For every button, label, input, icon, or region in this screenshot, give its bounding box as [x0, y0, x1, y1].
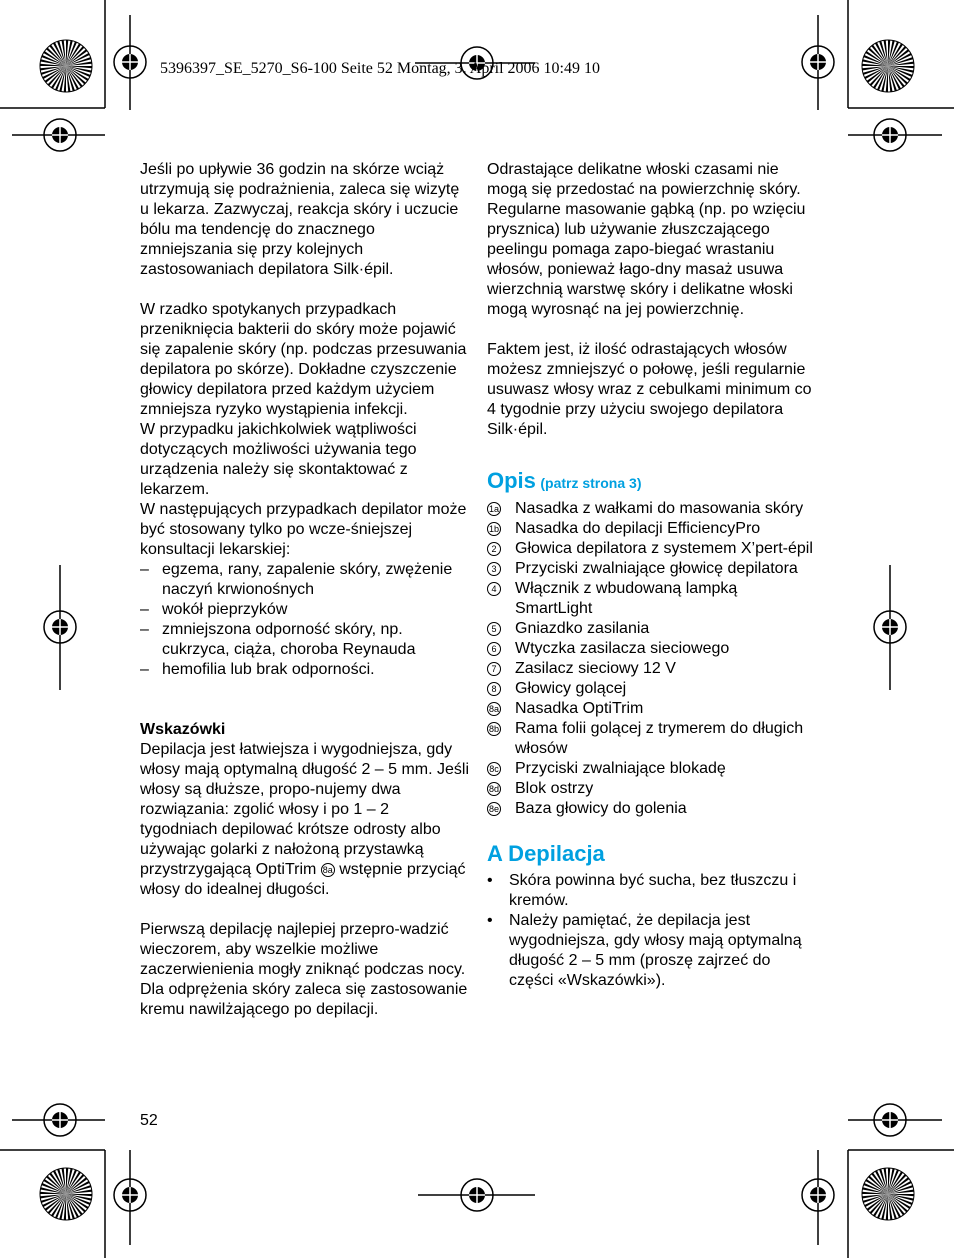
- part-label: Nasadka z wałkami do masowania skóry: [515, 500, 804, 517]
- paragraph: Odrastające delikatne włoski czasami nie mogą się przedostać na powierzchnię skóry. Regularne masowanie gąbką (np. po wzięciu prysznica) lub używanie złuszczającego peelingu pomaga zapo-biegać wrastaniu włosów, ponieważ łago-dny masaż usuwa wierzchnią warstwę skóry i delikatne włoski mogą wyrosnąć na jej powierzchnię.: [487, 161, 806, 318]
- left-column: [140, 160, 470, 1020]
- part-label: Baza głowicy do golenia: [515, 800, 687, 817]
- list-item: – egzema, rany, zapalenie skóry, zwężenie naczyń krwionośnych: [140, 561, 453, 598]
- bullet-marker: •: [487, 872, 493, 889]
- list-item: [487, 759, 817, 779]
- part-label: Nasadka OptiTrim: [515, 700, 644, 717]
- part-label: Głowica depilatora z systemem X’pert-épil: [515, 540, 813, 557]
- list-item: [487, 559, 817, 579]
- paragraph: Pierwszą depilację najlepiej przepro-wadzić wieczorem, aby wszelkie możliwe zaczerwienienia mogły zniknąć podczas nocy. Dla odprężenia skóry zaleca się zastosowanie kremu nawilżającego po depilacji.: [140, 921, 468, 1018]
- list-item: [487, 579, 817, 619]
- starburst-mark: [40, 40, 92, 92]
- dash-marker: –: [140, 561, 149, 578]
- tips-paragraph: Depilacja jest łatwiejsza i wygodniejsza, gdy włosy mają optymalną długość 2 – 5 mm. Jeśli włosy są dłuższe, propo-nujemy dwa rozwiązania: zgolić włosy i po 1 – 2 tygodniach depilować krótsze odrosty albo używając golarki z nałożoną przystawką przystrzygającą OptiTrim 8a wstępnie przyciąć włosy do idealnej długości.: [140, 741, 470, 898]
- reference-number-icon: 8a: [322, 865, 333, 875]
- part-label: Przyciski zwalniające blokadę: [515, 760, 726, 777]
- parts-list: [487, 499, 817, 819]
- list-item: [487, 679, 817, 699]
- number-icon: 8c: [487, 762, 501, 776]
- number-icon: 1b: [488, 524, 499, 534]
- number-icon: 3: [487, 562, 501, 576]
- list-item: [487, 499, 817, 519]
- list-item: [487, 659, 817, 679]
- part-label: Blok ostrzy: [515, 780, 594, 797]
- list-item: [487, 699, 817, 719]
- number-icon: 8a: [488, 704, 499, 714]
- page-number: 52: [140, 1112, 158, 1129]
- paragraph: W następujących przypadkach depilator może być stosowany tylko po wcze-śniejszej konsultacji lekarskiej:: [140, 501, 467, 558]
- number-icon: 2: [487, 542, 501, 556]
- list-item: [487, 719, 817, 759]
- part-label: Głowicy golącej: [515, 680, 627, 697]
- part-label: Gniazdko zasilania: [515, 620, 650, 637]
- print-header: 5396397_SE_5270_S6-100 Seite 52 Montag, 3. April 2006 10:49 10: [160, 60, 600, 77]
- dash-list: [140, 560, 470, 680]
- list-item: [487, 779, 817, 799]
- paragraph: W rzadko spotykanych przypadkach przeniknięcia bakterii do skóry może pojawić się zapalenie skóry (np. podczas przesuwania depilatora po skórze). Dokładne czyszczenie głowicy depilatora przed każdym użyciem zmniejsza ryzyko wystąpienia infekcji.: [140, 301, 467, 418]
- list-item: – wokół pieprzyków: [140, 601, 288, 618]
- list-item: – hemofilia lub brak odporności.: [140, 661, 375, 678]
- list-item: – zmniejszona odporność skóry, np. cukrzyca, ciąża, choroba Reynauda: [140, 621, 416, 658]
- list-item: [487, 639, 817, 659]
- number-icon: 4: [487, 582, 501, 596]
- list-item: [487, 539, 817, 559]
- paragraph: Faktem jest, iż ilość odrastających włosów możesz zmniejszyć o połowę, jeśli regularnie usuwasz włosy wraz z cebulkami minimum co 4 tygodnie przy użyciu swojego depilatora Silk·épil.: [487, 341, 812, 438]
- part-label: Włącznik z wbudowaną lampką SmartLight: [515, 580, 738, 617]
- part-label: Wtyczka zasilacza sieciowego: [515, 640, 730, 657]
- list-item: • Należy pamiętać, że depilacja jest wygodniejsza, gdy włosy mają optymalną długość 2 – 5 mm (proszę zajrzeć do części «Wskazówki»).: [487, 912, 802, 989]
- list-item: [487, 619, 817, 639]
- section-heading-opis: Opis (patrz strona 3): [487, 468, 642, 493]
- dash-marker: –: [140, 601, 149, 618]
- paragraph: Jeśli po upływie 36 godzin na skórze wciąż utrzymują się podrażnienia, zaleca się wizytę u lekarza. Zazwyczaj, reakcja skóry i uczucie bólu ma tendencję do znacznego zmniejszania się przy kolejnych zastosowaniach depilatora Silk·épil.: [140, 161, 460, 278]
- list-item: [487, 519, 817, 539]
- bullet-marker: •: [487, 912, 493, 929]
- number-icon: 1a: [488, 504, 499, 514]
- part-label: Nasadka do depilacji EfficiencyPro: [515, 520, 761, 537]
- bullet-list: [487, 871, 817, 991]
- number-icon: 6: [487, 642, 501, 656]
- dash-marker: –: [140, 621, 149, 638]
- number-icon: 8e: [488, 804, 499, 814]
- tips-heading: Wskazówki: [140, 721, 226, 738]
- number-icon: 8b: [488, 724, 499, 734]
- number-icon: 8: [487, 682, 501, 696]
- dash-marker: –: [140, 661, 149, 678]
- list-item: [487, 799, 817, 819]
- number-icon: 7: [487, 662, 501, 676]
- starburst-mark: [862, 1168, 914, 1220]
- part-label: Przyciski zwalniające głowicę depilatora: [515, 560, 798, 577]
- right-column: [487, 160, 817, 991]
- starburst-mark: [40, 1168, 92, 1220]
- part-label: Zasilacz sieciowy 12 V: [515, 660, 676, 677]
- number-icon: 5: [487, 622, 501, 636]
- starburst-mark: [862, 40, 914, 92]
- part-label: Rama folii golącej z trymerem do długich włosów: [515, 720, 804, 757]
- list-item: • Skóra powinna być sucha, bez tłuszczu i kremów.: [487, 872, 797, 909]
- section-heading-depilacja: A Depilacja: [487, 841, 605, 866]
- number-icon: 8d: [488, 784, 499, 794]
- paragraph: W przypadku jakichkolwiek wątpliwości dotyczących możliwości używania tego urządzenia należy się skontaktować z lekarzem.: [140, 421, 417, 498]
